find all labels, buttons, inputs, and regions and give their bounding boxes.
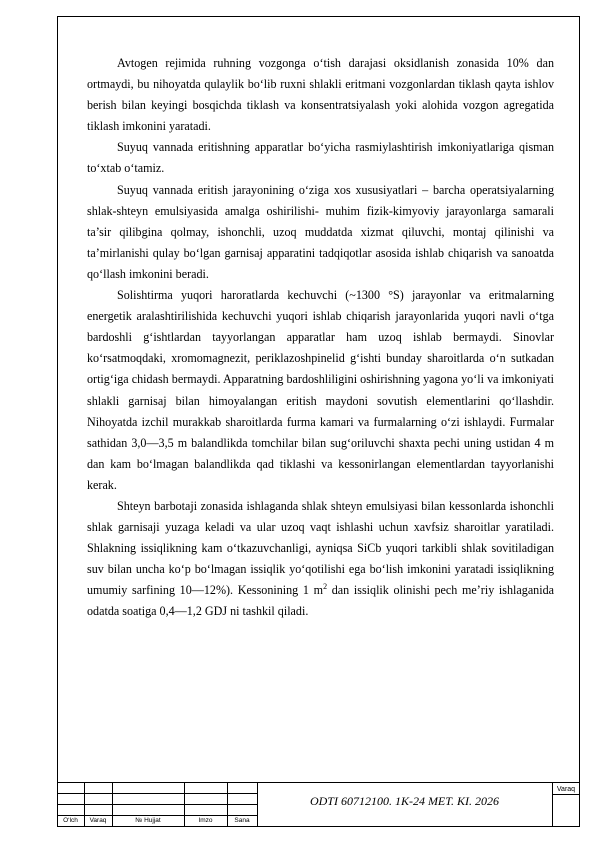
document-body [87, 53, 554, 623]
paragraph-last [87, 496, 554, 623]
sheet-label: Varaq [556, 786, 576, 793]
divider [57, 782, 580, 783]
paragraph-text: Shteyn barbotaji zonasida ishlaganda shlak shteyn emulsiyasi bilan kessonlarda ishonchli shlak garnisaji yuzaga keladi va ular uzoq vaqt ishlashi uchun xavfsiz sharoitlar yaratiladi. Shlakning issiqlikning kam o‘tkazuvchanligi, ayniqsa SiCb yuqori tarkibli shlak sovitiladigan suv bilan uncha ko‘p bo‘lmagan issiqlik yo‘qotilishi ega bo‘lish imkonini yaratadi issiqlikning umumiy sarfining 10—12%). Kessonining 1 m [87, 498, 554, 598]
paragraph-text: dan issiqlik olinishi pech me’riy ishlaganida odatda soatiga 0,4—1,2 GDJ ni tashkil qiladi. [87, 583, 555, 619]
divider [552, 794, 580, 795]
column-label: № Hujjat [135, 817, 161, 824]
paragraph: Solishtirma yuqori haroratlarda kechuvchi (~1300 °S) jarayonlar va eritmalarning energetik aralashtirilishida kechuvchi yuqori ishlab chiqarish jarayonlarida yuqori navli o‘tga bardoshli g‘ishtlardan tayyorlangan apparatlar ham uzoq ishlab bermaydi. Sinovlar ko‘rsatmoqdaki, xromomagnezit, periklazoshpinelid g‘ishti bunday sharoitlarda o‘n sutkadan ortig‘iga chidash bermaydi. Apparatning bardoshliligini oshirishning yagona yo‘li va imkoniyati shlakli garnisaj bilan himoyalangan eritish maydoni sovutish elementlarini qo‘llashdir. Nihoyatda izchil murakkab sharoitlarda furma kamari va furmalarning o‘zi ishlaydi. Furmalar sathidan 3,0—3,5 m balandlikda tomchilar bilan sug‘oriluvchi shaxta pechi uning ustidan 4 m dan kam bo‘lmagan balandlikda qad tiklashi va kessonirlangan elementlardan tayyorlanishi kerak. [87, 288, 554, 492]
paragraph: Suyuq vannada eritishning apparatlar bo‘yicha rasmiylashtirish imkoniyatlariga qisman to‘xtab o‘tamiz. [87, 140, 554, 176]
paragraph: Avtogen rejimida ruhning vozgonga o‘tish darajasi oksidlanish zonasida 10% dan ortmaydi, bu nihoyatda qulaylik bo‘lib ruxni shlakli eritmani vozgonlardan tiklash qayta ishlov berish bilan keyingi bosqichda tiklash va konsentratsiyalash yoki alohida vozgon agregatida tiklash imkonini yaratadi. [87, 56, 554, 134]
column-label: O‘lch [63, 817, 78, 824]
column-label: Varaq [89, 817, 107, 824]
superscript: 2 [323, 582, 328, 592]
document-code: ODTI 60712100. 1K-24 MET. KI. 2026 [309, 794, 500, 808]
paragraph: Suyuq vannada eritish jarayonining o‘ziga xos xususiyatlari – barcha operatsiyalarning shlak-shteyn emulsiyasida amalga oshirilishi- muhim fizik-kimyoviy jarayonlarga samarali ta’sir qilibgina qolmay, ishonchli, uzoq muddatda xizmat qiluvchi, montaj qilinishi va ta’mirlanishi qulay bo‘lgan garnisaj apparatini tadqiqotlar asosida ishlab chiqarish va sanoatda qo‘llash imkonini beradi. [87, 182, 554, 281]
column-label: Sana [234, 817, 250, 824]
column-label: Imzo [198, 817, 213, 824]
title-block [57, 782, 580, 827]
